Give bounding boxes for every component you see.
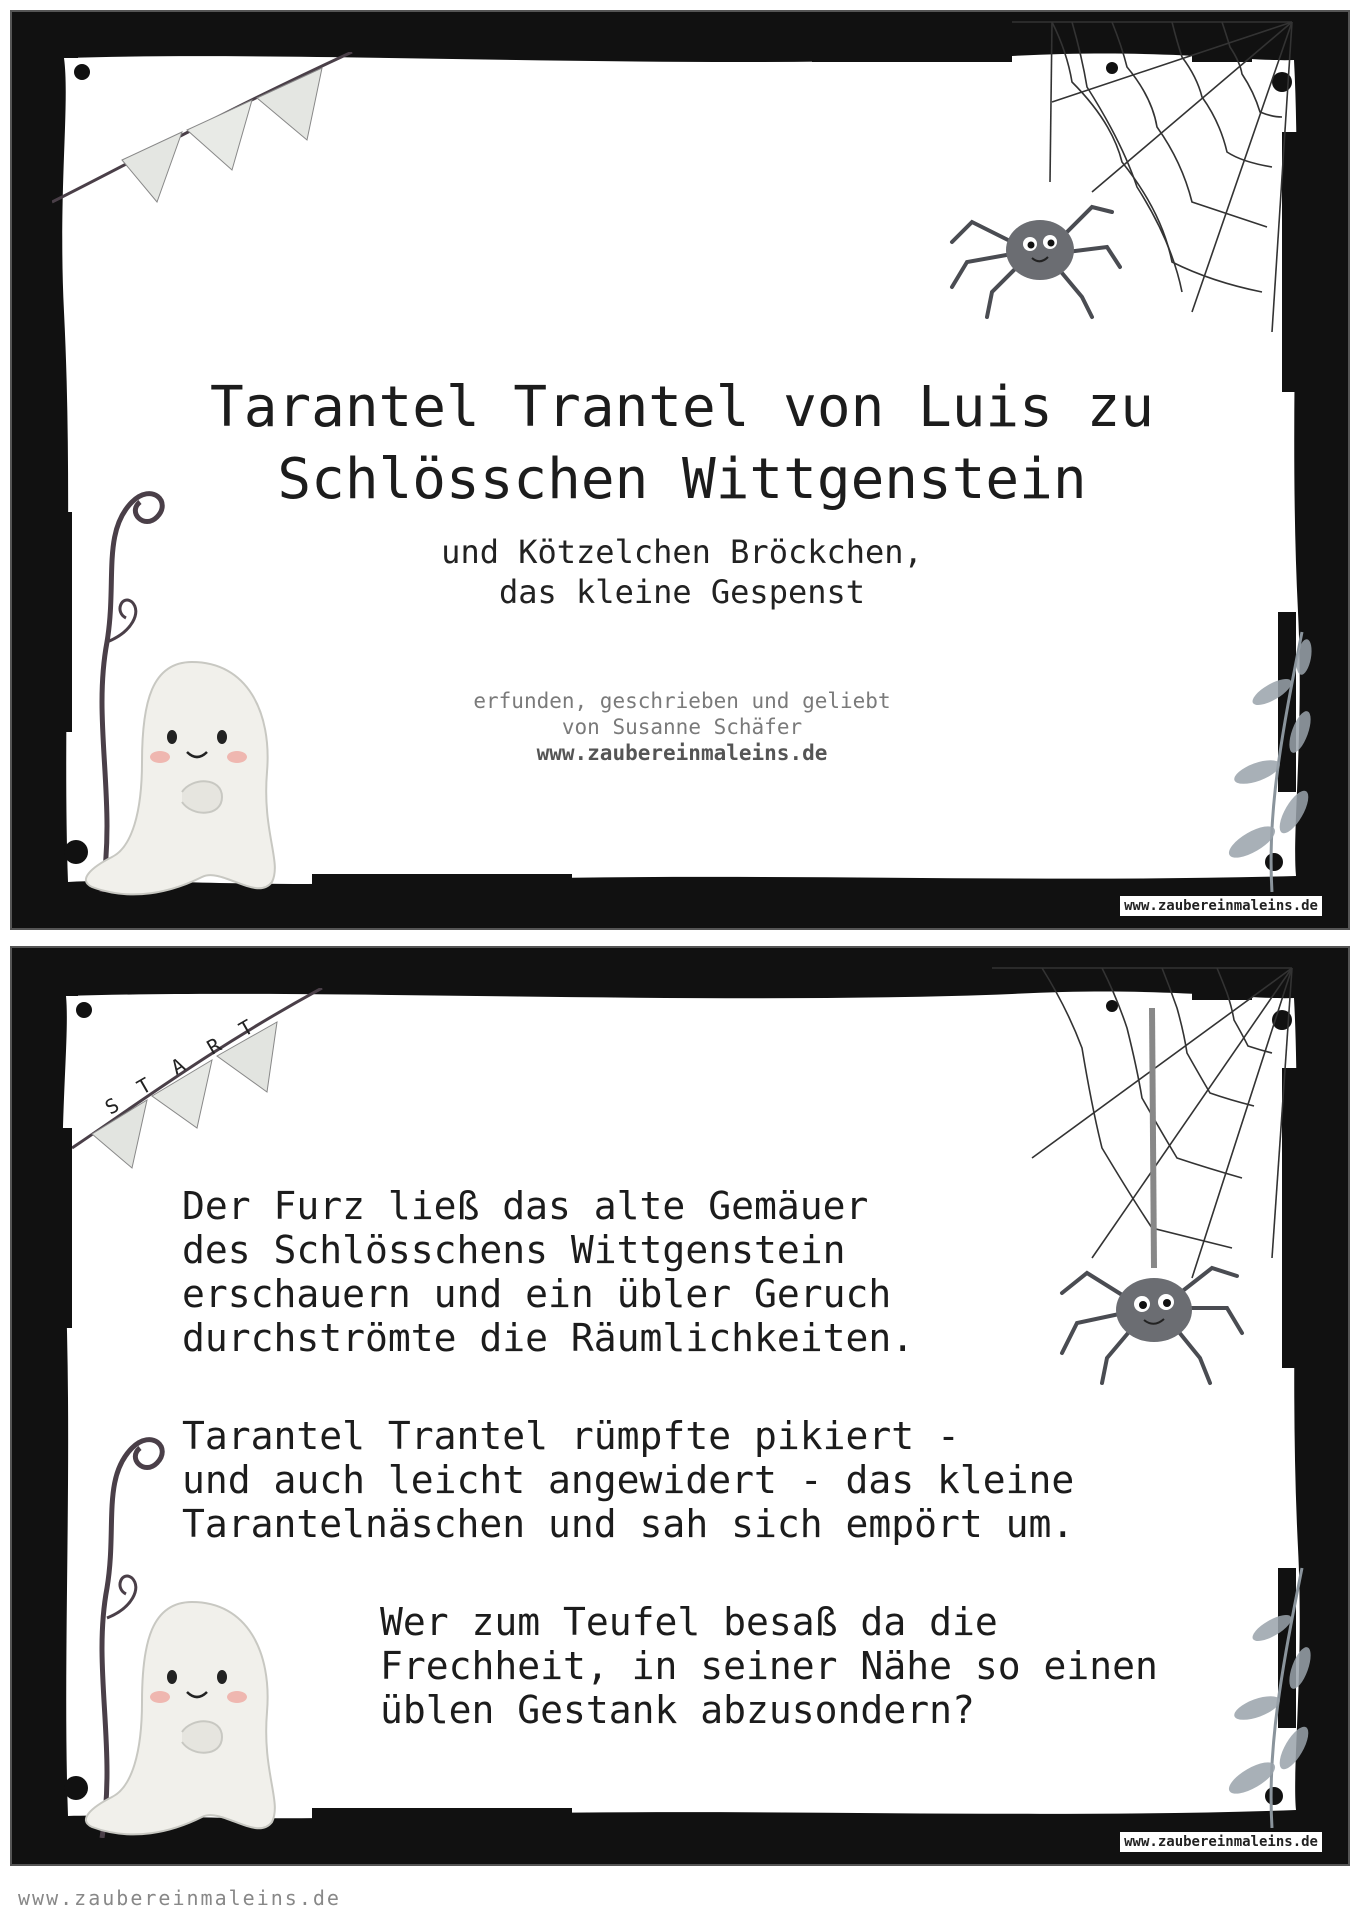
- paragraph-line: durchströmte die Räumlichkeiten.: [182, 1316, 915, 1360]
- credit-line: von Susanne Schäfer: [561, 715, 803, 739]
- story-paragraph: [182, 1414, 1074, 1546]
- paragraph-line: und auch leicht angewidert - das kleine: [182, 1458, 1075, 1502]
- bunting-flag-icon: [72, 988, 332, 1178]
- story-page-card: [10, 946, 1350, 1866]
- footer-url-link[interactable]: www.zaubereinmaleins.de: [18, 1886, 341, 1910]
- paragraph-line: Tarantelnäschen und sah sich empört um.: [182, 1502, 1075, 1546]
- subtitle-line: das kleine Gespenst: [498, 573, 866, 611]
- story-paragraph: [182, 1184, 914, 1360]
- credit-line: erfunden, geschrieben und geliebt: [473, 689, 891, 713]
- bunting-letter: A: [166, 1052, 190, 1080]
- paragraph-line: Der Furz ließ das alte Gemäuer: [182, 1184, 869, 1228]
- title-line: Tarantel Trantel von Luis zu: [209, 375, 1154, 440]
- paragraph-line: Tarantel Trantel rümpfte pikiert -: [182, 1414, 960, 1458]
- paragraph-line: des Schlösschens Wittgenstein: [182, 1228, 846, 1272]
- author-credit: [12, 688, 1350, 766]
- corner-url-link[interactable]: www.zaubereinmaleins.de: [1120, 896, 1322, 916]
- paragraph-line: Wer zum Teufel besaß da die: [380, 1600, 998, 1644]
- paragraph-line: erschauern und ein übler Geruch: [182, 1272, 892, 1316]
- bunting-letter: T: [132, 1072, 156, 1100]
- story-title: [12, 372, 1350, 516]
- paragraph-line: Frechheit, in seiner Nähe so einen: [380, 1644, 1158, 1688]
- leaf-branch-icon: [1212, 1548, 1322, 1828]
- ghost-icon: [72, 1592, 302, 1842]
- spider-icon: [1042, 1008, 1252, 1388]
- bunting-letter: S: [100, 1092, 124, 1120]
- story-paragraph: [380, 1600, 1158, 1732]
- bunting-letter: T: [234, 1014, 258, 1042]
- corner-url-link[interactable]: www.zaubereinmaleins.de: [1120, 1832, 1322, 1852]
- spider-icon: [942, 172, 1122, 322]
- title-card: [10, 10, 1350, 930]
- bunting-letter: R: [202, 1032, 226, 1060]
- bunting-flag-icon: [52, 52, 372, 252]
- story-subtitle: [12, 532, 1350, 612]
- title-line: Schlösschen Wittgenstein: [277, 447, 1087, 512]
- paragraph-line: üblen Gestank abzusondern?: [380, 1688, 975, 1732]
- subtitle-line: und Kötzelchen Bröckchen,: [441, 533, 923, 571]
- credit-url-link[interactable]: www.zaubereinmaleins.de: [536, 741, 828, 765]
